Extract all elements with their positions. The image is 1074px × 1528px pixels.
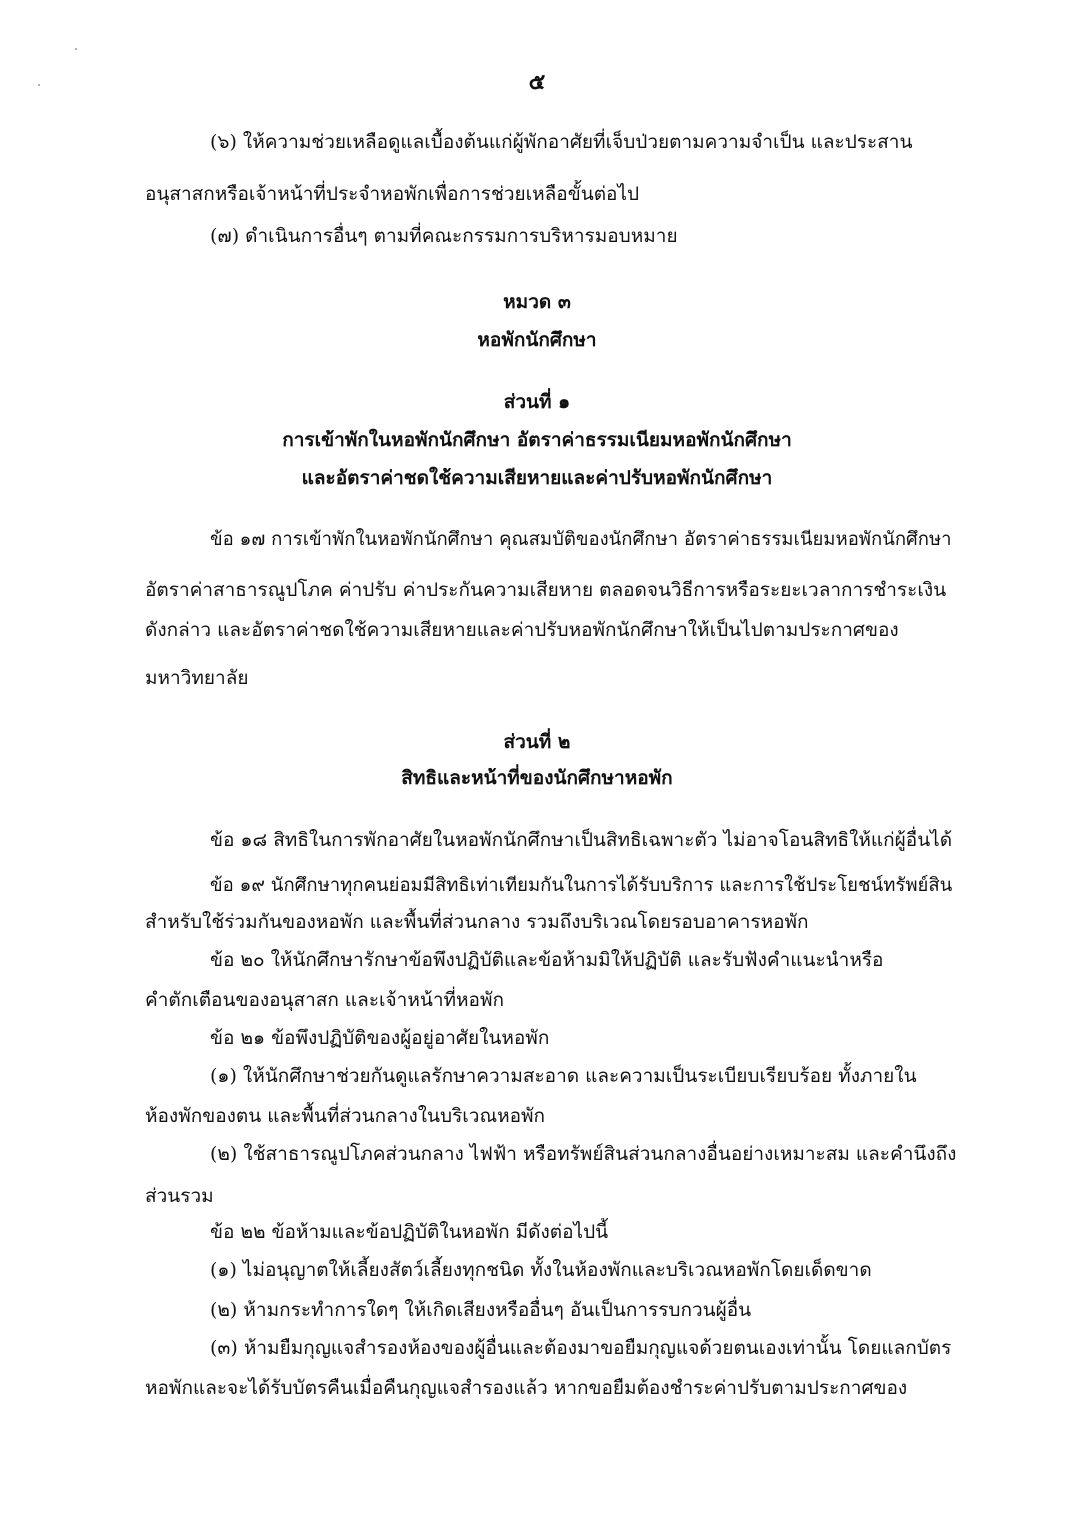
section-2-title: สิทธิและหน้าที่ของนักศึกษาหอพัก	[401, 767, 673, 789]
article-17-line-1: ข้อ ๑๗ การเข้าพักในหอพักนักศึกษา คุณสมบัติของนักศึกษา อัตราค่าธรรมเนียมหอพักนักศึกษา	[210, 529, 952, 550]
clause-6-line-2: อนุสาสกหรือเจ้าหน้าที่ประจำหอพักเพื่อการช่วยเหลือขั้นต่อไป	[145, 183, 640, 205]
article-22-item-1: (๑) ไม่อนุญาตให้เลี้ยงสัตว์เลี้ยงทุกชนิด ทั้งในห้องพักและบริเวณหอพักโดยเด็ดขาด	[210, 1259, 872, 1281]
clause-6-line-1: (๖) ให้ความช่วยเหลือดูแลเบื้องต้นแก่ผู้พักอาศัยที่เจ็บป่วยตามความจำเป็น และประสาน	[210, 131, 913, 153]
article-22-item-3-line-2: หอพักและจะได้รับบัตรคืนเมื่อคืนกุญแจสำรองแล้ว หากขอยืมต้องชำระค่าปรับตามประกาศของ	[145, 1377, 908, 1399]
section-2-heading: ส่วนที่ ๒	[503, 731, 571, 753]
chapter-title: หอพักนักศึกษา	[477, 329, 597, 351]
article-21-item-1-line-1: (๑) ให้นักศึกษาช่วยกันดูแลรักษาความสะอาด และความเป็นระเบียบเรียบร้อย ทั้งภายใน	[210, 1065, 917, 1087]
article-22-item-2: (๒) ห้ามกระทำการใดๆ ให้เกิดเสียงหรืออื่นๆ อันเป็นการรบกวนผู้อื่น	[210, 1299, 752, 1321]
article-22: ข้อ ๒๒ ข้อห้ามและข้อปฏิบัติในหอพัก มีดังต่อไปนี้	[210, 1221, 609, 1243]
article-18: ข้อ ๑๘ สิทธิในการพักอาศัยในหอพักนักศึกษาเป็นสิทธิเฉพาะตัว ไม่อาจโอนสิทธิให้แก่ผู้อื่นได้	[210, 829, 953, 851]
article-17-line-2: อัตราค่าสาธารณูปโภค ค่าปรับ ค่าประกันความเสียหาย ตลอดจนวิธีการหรือระยะเวลาการชำระเงิน	[145, 579, 947, 601]
article-21-item-1-line-2: ห้องพักของตน และพื้นที่ส่วนกลางในบริเวณหอพัก	[145, 1105, 546, 1127]
section-1-heading: ส่วนที่ ๑	[503, 391, 571, 413]
section-1-title-line-1: การเข้าพักในหอพักนักศึกษา อัตราค่าธรรมเนียมหอพักนักศึกษา	[282, 429, 792, 451]
article-19-line-1: ข้อ ๑๙ นักศึกษาทุกคนย่อมมีสิทธิเท่าเทียมกันในการได้รับบริการ และการใช้ประโยชน์ทรัพย์สิน	[210, 875, 953, 896]
page-number: ๕	[528, 69, 546, 95]
article-17-line-3: ดังกล่าว และอัตราค่าชดใช้ความเสียหายและค่าปรับหอพักนักศึกษาให้เป็นไปตามประกาศของ	[145, 619, 899, 641]
section-1-title-line-2: และอัตราค่าชดใช้ความเสียหายและค่าปรับหอพักนักศึกษา	[301, 467, 773, 489]
article-19-line-2: สำหรับใช้ร่วมกันของหอพัก และพื้นที่ส่วนกลาง รวมถึงบริเวณโดยรอบอาคารหอพัก	[145, 911, 809, 933]
article-17-line-4: มหาวิทยาลัย	[145, 667, 249, 689]
scan-speck	[75, 48, 77, 50]
article-20-line-1: ข้อ ๒๐ ให้นักศึกษารักษาข้อพึงปฏิบัติและข้อห้ามมิให้ปฏิบัติ และรับฟังคำแนะนำหรือ	[210, 949, 884, 971]
article-22-item-3-line-1: (๓) ห้ามยืมกุญแจสำรองห้องของผู้อื่นและต้องมาขอยืมกุญแจด้วยตนเองเท่านั้น โดยแลกบัตร	[210, 1337, 952, 1359]
article-21-item-2-line-1: (๒) ใช้สาธารณูปโภคส่วนกลาง ไฟฟ้า หรือทรัพย์สินส่วนกลางอื่นอย่างเหมาะสม และคำนึงถึง	[210, 1143, 957, 1165]
chapter-heading: หมวด ๓	[503, 291, 571, 313]
clause-7: (๗) ดำเนินการอื่นๆ ตามที่คณะกรรมการบริหารมอบหมาย	[210, 225, 678, 247]
article-21: ข้อ ๒๑ ข้อพึงปฏิบัติของผู้อยู่อาศัยในหอพัก	[210, 1027, 550, 1049]
article-21-item-2-line-2: ส่วนรวม	[145, 1185, 214, 1207]
article-20-line-2: คำตักเตือนของอนุสาสก และเจ้าหน้าที่หอพัก	[145, 989, 504, 1011]
